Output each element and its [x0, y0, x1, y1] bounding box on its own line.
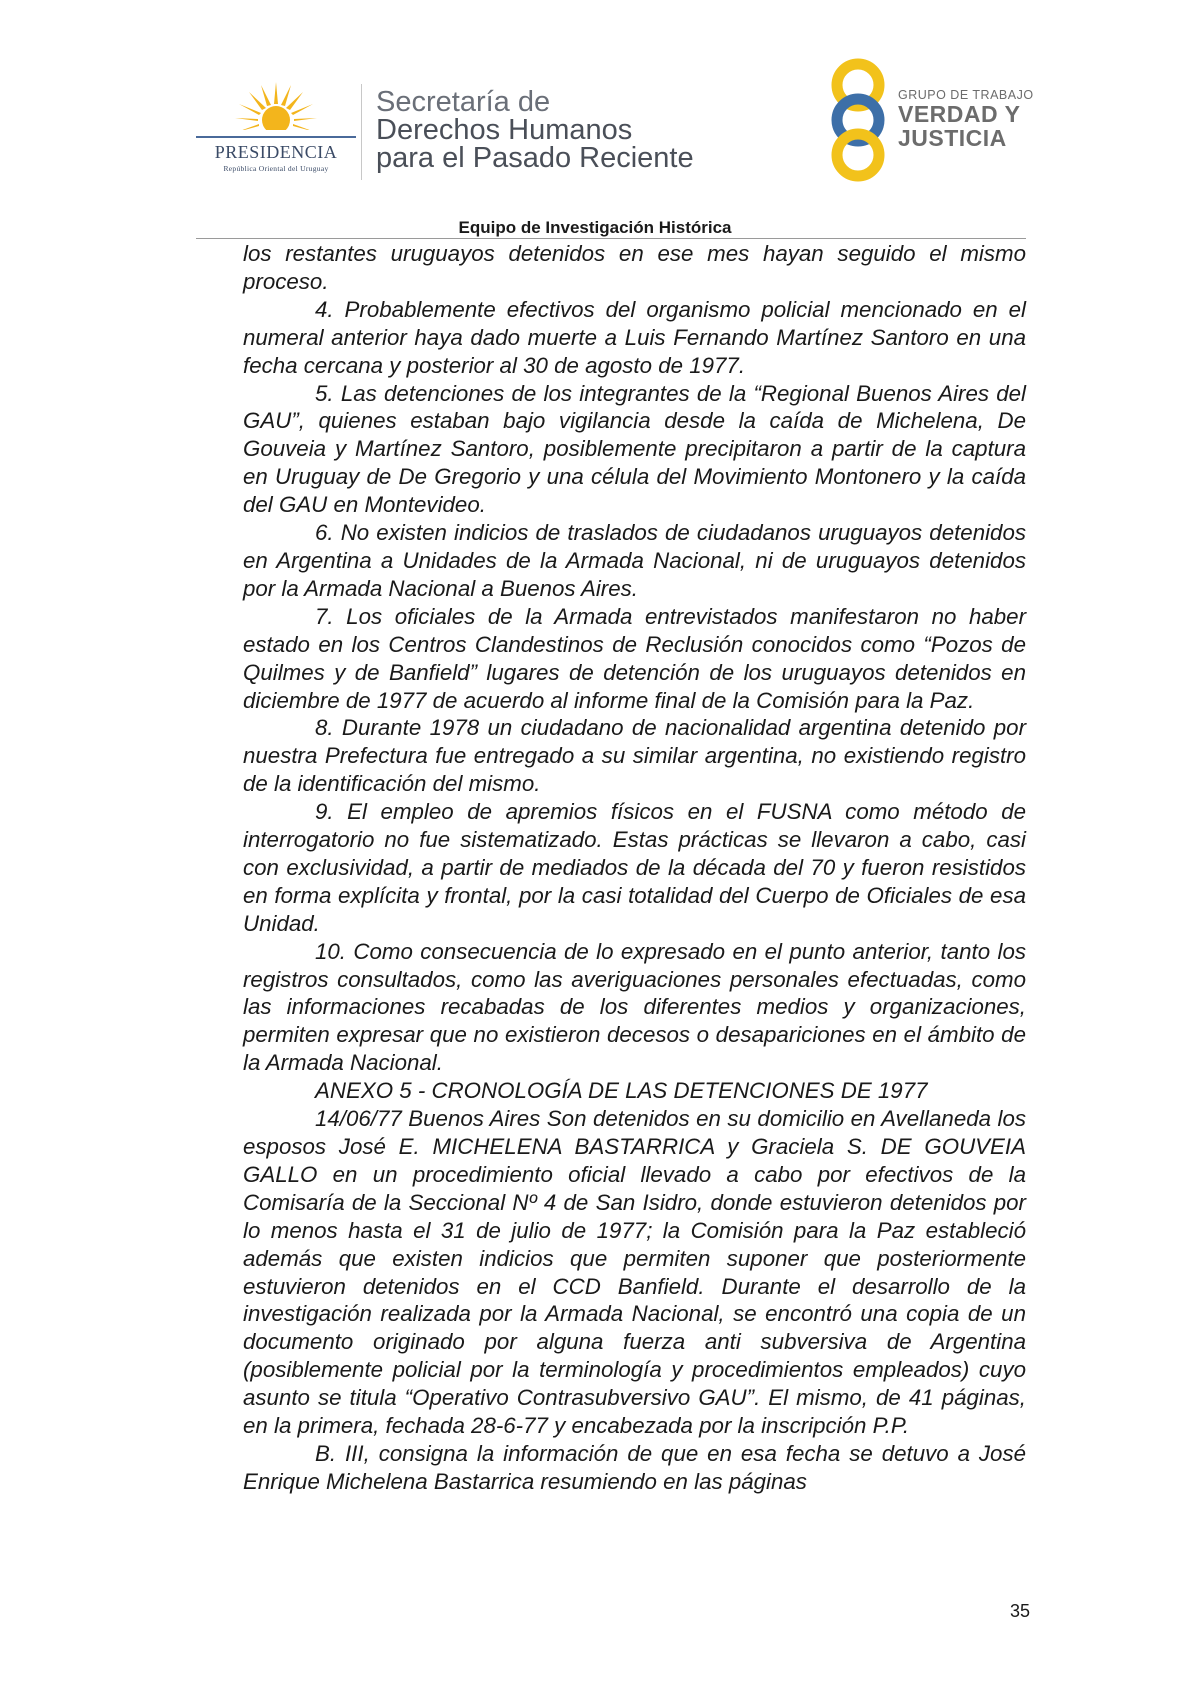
- presidencia-subtitle: República Oriental del Uruguay: [223, 164, 329, 173]
- rings-icon: [826, 58, 896, 183]
- secretaria-line1: Secretaría de: [376, 86, 551, 118]
- page-number: 35: [1009, 1601, 1030, 1621]
- secretaria-title: [376, 88, 694, 172]
- header-rule: [196, 238, 1026, 239]
- body-paragraph: 10. Como consecuencia de lo expresado en el punto anterior, tanto los registros consultados, como las averiguaciones personales efectuadas, como las informaciones recabadas de los diferentes medios y organizaciones, permiten expresar que no existieron decesos o desapariciones en el ámbito de la Armada Nacional.: [243, 938, 1026, 1076]
- secretaria-line2: Derechos Humanos: [376, 114, 633, 146]
- presidencia-logo: [196, 80, 356, 180]
- body-paragraph: 5. Las detenciones de los integrantes de la “Regional Buenos Aires del GAU”, quienes estaban bajo vigilancia desde la caída de Michelena, De Gouveia y Martínez Santoro, posiblemente precipitaron a partir de la captura en Uruguay de De Gregorio y una célula del Movimiento Montonero y la caída del GAU en Montevideo.: [243, 380, 1026, 518]
- grupo-justicia: JUSTICIA: [898, 125, 1007, 151]
- body-paragraph: 9. El empleo de apremios físicos en el FUSNA como método de interrogatorio no fue sistematizado. Estas prácticas se llevaron a cabo, casi con exclusividad, a partir de mediados de la década del 70 y fueron resistidos en forma explícita y frontal, por la casi totalidad del Cuerpo de Oficiales de esa Unidad.: [243, 799, 1026, 936]
- body-paragraph: B. III, consigna la información de que en esa fecha se detuvo a José Enrique Michelena Bastarrica resumiendo en las páginas: [243, 1440, 1026, 1494]
- presidencia-rule: [196, 136, 356, 138]
- verdad-justicia-logo: [826, 58, 1034, 183]
- body-paragraph: 8. Durante 1978 un ciudadano de nacionalidad argentina detenido por nuestra Prefectura fue entregado a su similar argentina, no existiendo registro de la identificación del mismo.: [243, 715, 1026, 797]
- document-body: [243, 240, 1026, 1496]
- body-paragraph: 14/06/77 Buenos Aires Son detenidos en su domicilio en Avellaneda los esposos José E. MICHELENA BASTARRICA y Graciela S. DE GOUVEIA GALLO en un procedimiento oficial llevado a cabo por efectivos de la Comisaría de la Seccional Nº 4 de San Isidro, donde estuvieron detenidos por lo menos hasta el 31 de julio de 1977; la Comisión para la Paz estableció además que existen indicios que permiten suponer que posteriormente estuvieron detenidos en el CCD Banfield. Durante el desarrollo de la investigación realizada por la Armada Nacional, se encontró una copia de un documento originado por alguna fuerza anti subversiva de Argentina (posiblemente policial por la terminología y procedimientos empleados) cuyo asunto se titula “Operativo Contrasubversivo GAU”. El mismo, de 41 páginas, en la primera, fechada 28-6-77 y encabezada por la inscripción P.P.: [243, 1106, 1026, 1439]
- secretaria-line3: para el Pasado Reciente: [376, 142, 694, 174]
- header-divider: [361, 84, 362, 180]
- grupo-label: GRUPO DE TRABAJO: [898, 88, 1034, 102]
- body-paragraph: ANEXO 5 - CRONOLOGÍA DE LAS DETENCIONES DE 1977: [315, 1078, 928, 1104]
- body-paragraph: 4. Probablemente efectivos del organismo policial mencionado en el numeral anterior haya dado muerte a Luis Fernando Martínez Santoro en una fecha cercana y posterior al 30 de agosto de 1977.: [243, 296, 1026, 378]
- grupo-verdad: VERDAD Y: [898, 101, 1021, 127]
- presidencia-name: PRESIDENCIA: [214, 142, 338, 162]
- body-paragraph: 7. Los oficiales de la Armada entrevistados manifestaron no haber estado en los Centros Clandestinos de Reclusión conocidos como “Pozos de Quilmes y de Banfield” lugares de detención de los uruguayos detenidos en diciembre de 1977 de acuerdo al informe final de la Comisión para la Paz.: [243, 603, 1026, 713]
- body-paragraph: 6. No existen indicios de traslados de ciudadanos uruguayos detenidos en Argentina a Unidades de la Armada Nacional, ni de uruguayos detenidos por la Armada Nacional a Buenos Aires.: [243, 520, 1026, 601]
- body-paragraph: los restantes uruguayos detenidos en ese mes hayan seguido el mismo proceso.: [243, 241, 1026, 294]
- team-heading: Equipo de Investigación Histórica: [458, 218, 732, 237]
- page-header: [0, 0, 1190, 245]
- sun-icon: [231, 80, 321, 138]
